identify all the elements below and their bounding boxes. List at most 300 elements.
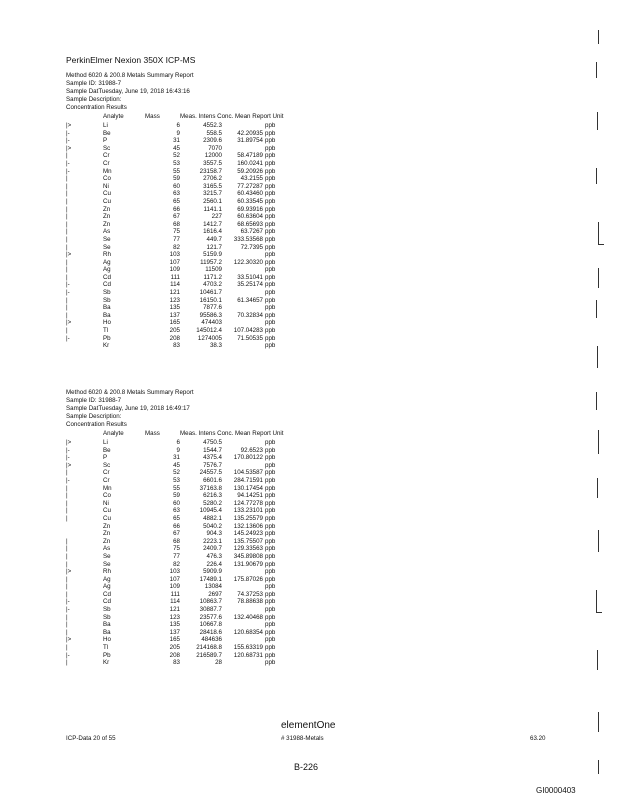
row-meas-intensity: 226.4: [206, 560, 222, 568]
row-mass: 55: [173, 484, 180, 492]
row-mass: 83: [173, 659, 180, 667]
row-conc-mean: 160.0241: [237, 159, 263, 167]
row-meas-intensity: 17489.1: [199, 575, 222, 583]
row-analyte: Ba: [103, 304, 111, 312]
table-row: [0, 175, 618, 183]
row-unit: ppb: [265, 659, 276, 667]
table-row: [0, 289, 618, 297]
table-row: [0, 160, 618, 168]
table-row: [0, 538, 618, 546]
row-conc-mean: 284.71591: [233, 476, 263, 484]
table-row: [0, 342, 618, 350]
row-flag: |>: [66, 439, 72, 446]
report2-sample-date: Sample DatTuesday, June 19, 2018 16:49:17: [66, 405, 190, 412]
table-row: [0, 152, 618, 160]
table-row: [0, 652, 618, 660]
row-unit: ppb: [265, 296, 276, 304]
row-meas-intensity: 2560.1: [203, 197, 222, 205]
footer-center: # 31988-Metals: [281, 735, 324, 742]
row-conc-mean: 135.75507: [233, 537, 263, 545]
row-analyte: Zn: [103, 213, 111, 221]
row-meas-intensity: 38.3: [209, 342, 222, 350]
row-analyte: Se: [103, 243, 111, 251]
row-unit: ppb: [265, 281, 276, 289]
table-row: [0, 644, 618, 652]
row-unit: ppb: [265, 258, 276, 266]
row-analyte: Se: [103, 552, 111, 560]
row-conc-mean: 77.27287: [237, 182, 263, 190]
row-conc-mean: 120.68354: [233, 628, 263, 636]
row-flag: |: [66, 545, 68, 553]
row-meas-intensity: 1171.2: [203, 273, 222, 281]
row-flag: |: [66, 613, 68, 621]
row-flag: |-: [66, 606, 70, 614]
table-row: [0, 598, 618, 606]
row-analyte: Kr: [103, 659, 110, 667]
table-row: [0, 190, 618, 198]
row-analyte: Tl: [103, 327, 109, 335]
row-flag: |: [66, 182, 68, 190]
row-analyte: Cd: [103, 273, 111, 281]
row-conc-mean: 60.43460: [237, 190, 263, 198]
row-flag: |-: [66, 334, 70, 342]
row-unit: ppb: [265, 590, 276, 598]
row-meas-intensity: 6601.6: [203, 476, 222, 484]
row-flag: |-: [66, 167, 70, 175]
row-analyte: Kr: [103, 342, 110, 350]
row-meas-intensity: 558.5: [206, 129, 222, 137]
row-analyte: Ba: [103, 621, 111, 629]
row-unit: ppb: [265, 342, 276, 350]
row-analyte: Zn: [103, 530, 111, 538]
table-row: [0, 447, 618, 455]
row-unit: ppb: [265, 137, 276, 145]
row-meas-intensity: 227: [211, 213, 222, 221]
table-row: [0, 304, 618, 312]
row-mass: 68: [173, 537, 180, 545]
row-flag: |-: [66, 129, 70, 137]
row-analyte: Sb: [103, 606, 111, 614]
row-flag: |: [66, 575, 68, 583]
row-analyte: Mn: [103, 167, 112, 175]
table-row: [0, 130, 618, 138]
row-mass: 6: [176, 122, 180, 129]
row-conc-mean: 43.2155: [240, 175, 263, 183]
table-row: [0, 477, 618, 485]
row-conc-mean: 74.37253: [237, 590, 263, 598]
table-row: [0, 297, 618, 305]
report2-results-table: [0, 439, 618, 667]
row-analyte: Rh: [103, 251, 111, 259]
row-conc-mean: 58.47189: [237, 152, 263, 160]
row-conc-mean: 175.87026: [233, 575, 263, 583]
row-conc-mean: 59.20926: [237, 167, 263, 175]
row-meas-intensity: 2309.6: [203, 137, 222, 145]
row-analyte: Tl: [103, 644, 109, 652]
table-row: [0, 636, 618, 644]
row-mass: 83: [173, 342, 180, 350]
row-analyte: Ho: [103, 319, 111, 327]
row-unit: ppb: [265, 266, 276, 274]
row-analyte: Li: [103, 122, 108, 129]
row-conc-mean: 129.33563: [233, 545, 263, 553]
row-meas-intensity: 7070: [208, 144, 222, 152]
row-analyte: Cr: [103, 469, 110, 477]
row-meas-intensity: 37163.8: [199, 484, 222, 492]
row-mass: 137: [169, 628, 180, 636]
row-unit: ppb: [265, 213, 276, 221]
row-flag: |: [66, 266, 68, 274]
row-unit: ppb: [265, 636, 276, 644]
row-mass: 114: [170, 281, 180, 289]
row-analyte: Se: [103, 560, 111, 568]
row-flag: |: [66, 311, 68, 319]
row-mass: 109: [169, 583, 180, 591]
row-meas-intensity: 11957.2: [200, 258, 222, 266]
row-flag: |-: [66, 137, 70, 145]
report1-sample-date: Sample DatTuesday, June 19, 2018 16:43:16: [66, 88, 190, 95]
row-flag: |: [66, 152, 68, 160]
row-analyte: Zn: [103, 205, 111, 213]
row-mass: 68: [173, 220, 180, 228]
row-unit: ppb: [265, 514, 276, 522]
row-flag: |-: [66, 159, 70, 167]
row-mass: 67: [173, 530, 180, 538]
row-conc-mean: 42.20935: [237, 129, 263, 137]
row-conc-mean: 70.32834: [237, 311, 263, 319]
row-flag: |>: [66, 251, 72, 259]
row-flag: |: [66, 492, 68, 500]
row-unit: ppb: [265, 598, 276, 606]
report1-sample-id: Sample ID: 31988-7: [66, 80, 122, 87]
row-flag: |: [66, 552, 68, 560]
table-row: [0, 319, 618, 327]
row-mass: 59: [173, 175, 180, 183]
row-conc-mean: 170.80122: [233, 454, 263, 462]
row-flag: |: [66, 621, 68, 629]
row-flag: |: [66, 499, 68, 507]
row-meas-intensity: 4750.5: [203, 439, 222, 446]
table-row: [0, 583, 618, 591]
row-flag: |>: [66, 319, 72, 327]
row-unit: ppb: [265, 182, 276, 190]
row-mass: 60: [173, 182, 180, 190]
row-meas-intensity: 214168.8: [196, 644, 222, 652]
row-analyte: Cu: [103, 190, 111, 198]
row-flag: |: [66, 243, 68, 251]
table-row: [0, 545, 618, 553]
table-row: [0, 137, 618, 145]
row-meas-intensity: 28: [215, 659, 222, 667]
row-unit: ppb: [265, 628, 276, 636]
row-meas-intensity: 24557.5: [199, 469, 222, 477]
row-analyte: Cd: [103, 281, 111, 289]
row-conc-mean: 155.63319: [233, 644, 263, 652]
row-mass: 121: [169, 606, 180, 614]
row-unit: ppb: [265, 152, 276, 160]
row-unit: ppb: [265, 243, 276, 251]
row-unit: ppb: [265, 454, 276, 462]
row-meas-intensity: 16150.1: [199, 296, 222, 304]
row-flag: |: [66, 213, 68, 221]
row-mass: 121: [169, 289, 180, 297]
row-conc-mean: 124.77278: [233, 499, 263, 507]
row-unit: ppb: [265, 122, 276, 129]
table-row: [0, 561, 618, 569]
row-flag: |: [66, 205, 68, 213]
row-flag: |: [66, 628, 68, 636]
row-conc-mean: 120.68731: [233, 651, 263, 659]
report2-sample-id: Sample ID: 31988-7: [66, 397, 122, 404]
row-meas-intensity: 2223.1: [203, 537, 222, 545]
row-unit: ppb: [265, 537, 276, 545]
row-meas-intensity: 476.3: [206, 552, 222, 560]
table-row: [0, 213, 618, 221]
row-unit: ppb: [265, 304, 276, 312]
row-flag: |: [66, 228, 68, 236]
row-meas-intensity: 449.7: [206, 235, 222, 243]
row-meas-intensity: 5280.2: [203, 499, 222, 507]
row-flag: |: [66, 469, 68, 477]
table-row: [0, 530, 618, 538]
row-unit: ppb: [265, 228, 276, 236]
row-unit: ppb: [265, 461, 276, 469]
row-mass: 67: [173, 213, 180, 221]
row-unit: ppb: [265, 575, 276, 583]
row-analyte: Be: [103, 129, 111, 137]
row-meas-intensity: 10667.8: [199, 621, 222, 629]
row-mass: 103: [169, 251, 180, 259]
row-unit: ppb: [265, 311, 276, 319]
row-analyte: Zn: [103, 522, 111, 530]
row-unit: ppb: [265, 552, 276, 560]
row-analyte: Sb: [103, 613, 111, 621]
row-analyte: Zn: [103, 537, 111, 545]
row-conc-mean: 61.34657: [237, 296, 263, 304]
page-number: B-226: [294, 762, 319, 772]
row-flag: |-: [66, 454, 70, 462]
element-one-label: elementOne: [281, 720, 336, 731]
row-analyte: As: [103, 545, 111, 553]
report2-col-measurements: Meas. Intens Conc. Mean Report Unit: [180, 430, 284, 437]
report2-section-title: Concentration Results: [66, 421, 127, 428]
row-conc-mean: 35.25174: [237, 281, 263, 289]
row-mass: 59: [173, 492, 180, 500]
row-unit: ppb: [265, 327, 276, 335]
row-meas-intensity: 216589.7: [196, 651, 222, 659]
table-row: [0, 274, 618, 282]
row-mass: 53: [173, 476, 180, 484]
table-row: [0, 659, 618, 667]
row-meas-intensity: 474403: [201, 319, 222, 327]
row-mass: 205: [169, 327, 180, 335]
row-analyte: Sb: [103, 296, 111, 304]
table-row: [0, 439, 618, 447]
row-unit: ppb: [265, 235, 276, 243]
report2-sample-description: Sample Description:: [66, 413, 122, 420]
row-mass: 109: [169, 266, 180, 274]
row-mass: 65: [173, 197, 180, 205]
row-mass: 52: [173, 469, 180, 477]
row-conc-mean: 122.30320: [233, 258, 263, 266]
row-analyte: Se: [103, 235, 111, 243]
row-unit: ppb: [265, 484, 276, 492]
row-meas-intensity: 1274005: [197, 334, 222, 342]
row-meas-intensity: 145012.4: [196, 327, 222, 335]
row-meas-intensity: 10461.7: [199, 289, 222, 297]
row-flag: |: [66, 659, 68, 667]
row-flag: |: [66, 590, 68, 598]
row-flag: |-: [66, 651, 70, 659]
row-conc-mean: 63.7267: [240, 228, 263, 236]
row-unit: ppb: [265, 507, 276, 515]
table-row: [0, 576, 618, 584]
row-flag: |: [66, 537, 68, 545]
row-meas-intensity: 3165.5: [203, 182, 222, 190]
row-mass: 6: [176, 439, 180, 446]
row-meas-intensity: 484636: [201, 636, 222, 644]
row-meas-intensity: 4552.3: [203, 122, 222, 129]
table-row: [0, 523, 618, 531]
row-analyte: Ni: [103, 182, 109, 190]
row-unit: ppb: [265, 190, 276, 198]
row-analyte: Rh: [103, 568, 111, 576]
row-flag: |-: [66, 289, 70, 297]
table-row: [0, 266, 618, 274]
row-unit: ppb: [265, 469, 276, 477]
row-analyte: Pb: [103, 334, 111, 342]
row-unit: ppb: [265, 568, 276, 576]
row-conc-mean: 345.89808: [233, 552, 263, 560]
row-analyte: Cd: [103, 590, 111, 598]
row-meas-intensity: 13084: [204, 583, 222, 591]
row-analyte: Li: [103, 439, 108, 446]
row-unit: ppb: [265, 175, 276, 183]
row-flag: |: [66, 583, 68, 591]
row-unit: ppb: [265, 273, 276, 281]
table-row: [0, 168, 618, 176]
row-mass: 77: [173, 235, 180, 243]
row-unit: ppb: [265, 530, 276, 538]
row-flag: |: [66, 304, 68, 312]
row-unit: ppb: [265, 522, 276, 530]
row-meas-intensity: 7576.7: [203, 461, 222, 469]
row-flag: |: [66, 560, 68, 568]
row-mass: 75: [173, 228, 180, 236]
row-mass: 135: [169, 304, 180, 312]
row-mass: 103: [169, 568, 180, 576]
row-meas-intensity: 23158.7: [199, 167, 222, 175]
table-row: [0, 629, 618, 637]
row-flag: |-: [66, 446, 70, 454]
row-analyte: Co: [103, 492, 111, 500]
row-mass: 77: [173, 552, 180, 560]
row-mass: 107: [169, 575, 180, 583]
row-conc-mean: 104.53587: [233, 469, 263, 477]
row-meas-intensity: 4703.2: [203, 281, 222, 289]
row-unit: ppb: [265, 613, 276, 621]
row-analyte: Ag: [103, 266, 111, 274]
row-analyte: P: [103, 454, 108, 462]
row-analyte: Sc: [103, 144, 111, 152]
bates-number: GI0000403: [536, 786, 576, 795]
row-analyte: Pb: [103, 651, 111, 659]
table-row: [0, 122, 618, 130]
row-mass: 45: [173, 144, 180, 152]
row-meas-intensity: 28418.6: [199, 628, 222, 636]
row-unit: ppb: [265, 606, 276, 614]
row-flag: |: [66, 220, 68, 228]
row-meas-intensity: 1412.7: [203, 220, 222, 228]
row-conc-mean: 130.17454: [233, 484, 263, 492]
table-row: [0, 327, 618, 335]
table-row: [0, 236, 618, 244]
row-mass: 52: [173, 152, 180, 160]
row-flag: |>: [66, 144, 72, 152]
row-meas-intensity: 7877.6: [203, 304, 222, 312]
row-flag: |>: [66, 122, 72, 129]
row-unit: ppb: [265, 644, 276, 652]
row-meas-intensity: 5040.2: [203, 522, 222, 530]
row-mass: 9: [176, 446, 180, 454]
row-mass: 208: [169, 334, 180, 342]
row-unit: ppb: [265, 220, 276, 228]
row-mass: 107: [169, 258, 180, 266]
row-analyte: Mn: [103, 484, 112, 492]
row-conc-mean: 92.6523: [240, 446, 263, 454]
row-mass: 111: [170, 273, 180, 281]
row-analyte: Zn: [103, 220, 111, 228]
row-mass: 31: [173, 454, 180, 462]
row-flag: |: [66, 258, 68, 266]
table-row: [0, 591, 618, 599]
report1-sample-description: Sample Description:: [66, 96, 122, 103]
row-meas-intensity: 1616.4: [203, 228, 222, 236]
row-analyte: Be: [103, 446, 111, 454]
row-flag: |: [66, 273, 68, 281]
row-mass: 111: [170, 590, 180, 598]
row-mass: 165: [169, 636, 180, 644]
report1-section-title: Concentration Results: [66, 104, 127, 111]
row-mass: 208: [169, 651, 180, 659]
table-row: [0, 485, 618, 493]
report2-method: Method 6020 & 200.8 Metals Summary Report: [66, 389, 194, 396]
table-row: [0, 614, 618, 622]
row-conc-mean: 135.25579: [233, 514, 263, 522]
footer-right: 63.20: [530, 735, 546, 742]
row-unit: ppb: [265, 334, 276, 342]
report1-col-measurements: Meas. Intens Conc. Mean Report Unit: [180, 113, 284, 120]
row-unit: ppb: [265, 492, 276, 500]
row-unit: ppb: [265, 197, 276, 205]
table-row: [0, 228, 618, 236]
row-meas-intensity: 904.3: [206, 530, 222, 538]
row-flag: |>: [66, 568, 72, 576]
row-meas-intensity: 95586.3: [199, 311, 222, 319]
table-row: [0, 469, 618, 477]
table-row: [0, 500, 618, 508]
report1-col-analyte: Analyte: [103, 113, 124, 120]
row-meas-intensity: 3557.5: [203, 159, 222, 167]
row-mass: 63: [173, 190, 180, 198]
row-conc-mean: 60.63604: [237, 213, 263, 221]
row-unit: ppb: [265, 167, 276, 175]
row-mass: 123: [169, 613, 180, 621]
row-unit: ppb: [265, 560, 276, 568]
row-analyte: Cu: [103, 507, 111, 515]
table-row: [0, 335, 618, 343]
table-row: [0, 244, 618, 252]
